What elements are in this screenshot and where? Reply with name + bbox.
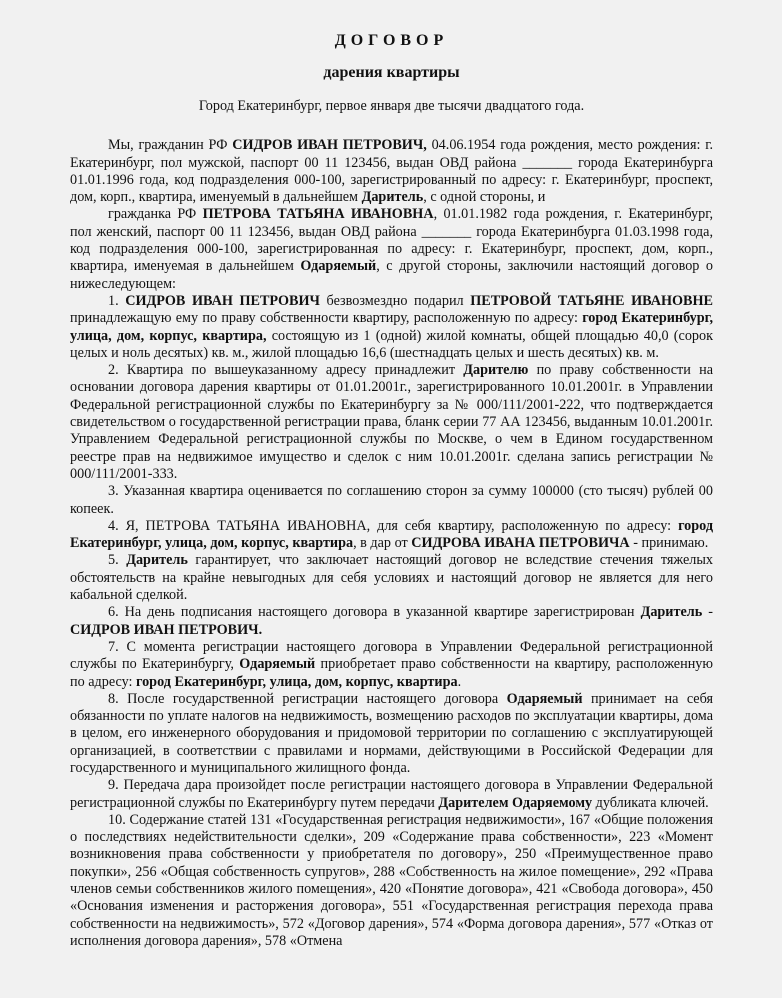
contract-paragraph	[70, 293, 713, 362]
bold-text-run: СИДРОВА ИВАНА ПЕТРОВИЧА	[411, 535, 630, 552]
text-run: 10. Содержание статей 131 «Государственная регистрация недвижимости», 167 «Общие положения о последствиях недействительности сделки», 209 «Содержание права собственности», 223 «Момент возникновения права собственности у приобретателя по договору», 250 «Преимущественное право покупки», 256 «Общая собственность супругов», 288 «Собственность на жилое помещение», 292 «Права членов семьи собственников жилого помещения», 420 «Понятие договора», 421 «Свобода договора», 450 «Основания изменения и расторжения договора», 551 «Государственная регистрация перехода права собственности на недвижимость», 572 «Договор дарения», 574 «Форма договора дарения», 577 «Отказ от исполнения договора дарения», 578 «Отмена	[70, 811, 713, 949]
contract-paragraph	[70, 362, 713, 483]
text-run: - принимаю.	[629, 535, 709, 552]
bold-text-run: Одаряемый	[506, 690, 583, 707]
bold-text-run: Даритель	[361, 189, 424, 206]
text-run: , с другой стороны, заключили настоящий договор о нижеследующем:	[70, 258, 713, 292]
text-run: 1.	[108, 292, 126, 309]
document-subtitle: дарения квартиры	[323, 64, 460, 81]
text-run: 7. С момента регистрации настоящего договора в Управлении Федеральной регистрационной службы по Екатеринбургу,	[70, 638, 713, 673]
contract-paragraph	[70, 812, 713, 950]
document-title: ДОГОВОР	[334, 32, 449, 49]
text-run: 04.06.1954 года рождения, место рождения: г. Екатеринбург, пол мужской, паспорт 00 11 123456, выдан ОВД района _______ города Екатеринбурга 01.01.1996 года, код подразделения 000-100, зарегистрированный по адресу: г. Екатеринбург, проспект, дом, корп., квартира, именуемый в дальнейшем	[70, 137, 714, 206]
text-run: 2. Квартира по вышеуказанному адресу принадлежит	[108, 362, 464, 379]
text-run: приобретает право собственности на квартиру, расположенную по адресу:	[70, 656, 713, 690]
contract-paragraph	[70, 777, 713, 812]
bold-text-run: город Екатеринбург, улица, дом, корпус, квартира	[136, 673, 458, 690]
contract-document	[70, 30, 713, 950]
bold-text-run: СИДРОВ ИВАН ПЕТРОВИЧ	[125, 292, 320, 309]
text-run: , с одной стороны, и	[423, 189, 546, 206]
contract-paragraph	[70, 518, 713, 553]
text-run: 3. Указанная квартира оценивается по соглашению сторон за сумму 100000 (сто тысяч) рублей 00 копеек.	[70, 483, 713, 517]
contract-paragraph	[70, 206, 713, 292]
text-run: принадлежащую ему по праву собственности квартиру, расположенную по адресу:	[70, 310, 583, 327]
bold-text-run: ПЕТРОВОЙ ТАТЬЯНЕ ИВАНОВНЕ	[470, 292, 713, 309]
bold-text-run: город Екатеринбург, улица, дом, корпус, квартира	[70, 517, 713, 552]
text-run: 5.	[108, 552, 127, 569]
text-run: безвозмездно подарил	[319, 292, 471, 309]
bold-text-run: город Екатеринбург, улица, дом, корпус, квартира,	[70, 310, 714, 344]
text-run: Мы, гражданин РФ	[108, 137, 233, 154]
text-run: , в дар от	[353, 535, 412, 552]
text-run: состоящую из 1 (одной) жилой комнаты, общей площадью 40,0 (сорок целых и ноль десятых) кв. м., жилой площадью 16,6 (шестнадцать целых и шесть десятых) кв. м.	[70, 327, 713, 361]
text-run: .	[457, 673, 462, 690]
text-run: , 01.01.1982 года рождения, г. Екатеринбург, пол женский, паспорт 00 11 123456, выдан ОВД района _______ города Екатеринбурга 01.03.1998 года, код подразделения 000-100, зарегистрированная по адресу: г. Екатеринбург, проспект, дом, корп., квартира, именуемая в дальнейшем	[70, 206, 713, 275]
contract-paragraph	[70, 552, 713, 604]
contract-paragraph	[70, 604, 713, 639]
text-run: дубликата ключей.	[592, 794, 709, 811]
bold-text-run: ПЕТРОВА ТАТЬЯНА ИВАНОВНА	[202, 206, 434, 223]
bold-text-run: СИДРОВ ИВАН ПЕТРОВИЧ,	[232, 137, 427, 154]
text-run: по праву собственности на основании договора дарения квартиры от 01.01.2001г., зарегистрированного 10.01.2001г. в Управлении Федеральной регистрационной службы по Екатеринбургу за № 000/111/2001-222, что подтверждается свидетельством о государственной регистрации права, бланк серии 77 АА 123456, выданным 10.01.2001г. Управлением Федеральной регистрационной службы по Москве, о чем в Едином государственном реестре прав на недвижимое имущество и сделок с ним 10.01.2001г. сделана запись регистрации № 000/111/2001-333.	[70, 362, 713, 482]
bold-text-run: Одаряемый	[300, 258, 377, 275]
text-run: гражданка РФ	[108, 206, 203, 223]
text-run: 9. Передача дара произойдет после регистрации настоящего договора в Управлении Федеральной регистрационной службы по Екатеринбургу путем передачи	[70, 777, 713, 811]
bold-text-run: Даритель	[126, 552, 188, 569]
text-run: принимает на себя обязанности по уплате налогов на недвижимость, возмещению расходов по эксплуатации квартиры, дома в целом, его инженерного оборудования и придомовой территории по соглашению с эксплуатирующей организацией, в соответствии с правилами и нормами, действующими в Российской Федерации для государственного и муниципального жилищного фонда.	[70, 690, 713, 776]
bold-text-run: Даритель	[640, 604, 703, 621]
bold-text-run: Дарителем Одаряемому	[438, 794, 593, 811]
city-date-line: Город Екатеринбург, первое января две тысячи двадцатого года.	[198, 98, 585, 114]
bold-text-run: Дарителю	[463, 362, 529, 379]
contract-body	[70, 137, 713, 950]
bold-text-run: СИДРОВ ИВАН ПЕТРОВИЧ.	[70, 621, 263, 638]
bold-text-run: Одаряемый	[239, 656, 316, 673]
contract-paragraph	[70, 137, 713, 206]
text-run: 8. После государственной регистрации настоящего договора	[108, 690, 507, 707]
text-run: -	[702, 604, 713, 621]
contract-paragraph	[70, 691, 713, 777]
text-run: 6. На день подписания настоящего договора в указанной квартире зарегистрирован	[108, 604, 641, 621]
contract-paragraph	[70, 639, 713, 691]
text-run: гарантирует, что заключает настоящий договор не вследствие стечения тяжелых обстоятельств на крайне невыгодных для себя условиях и настоящий договор не является для него кабальной сделкой.	[70, 552, 713, 604]
contract-paragraph	[70, 483, 713, 518]
text-run: 4. Я, ПЕТРОВА ТАТЬЯНА ИВАНОВНА, для себя квартиру, расположенную по адресу:	[108, 517, 679, 534]
